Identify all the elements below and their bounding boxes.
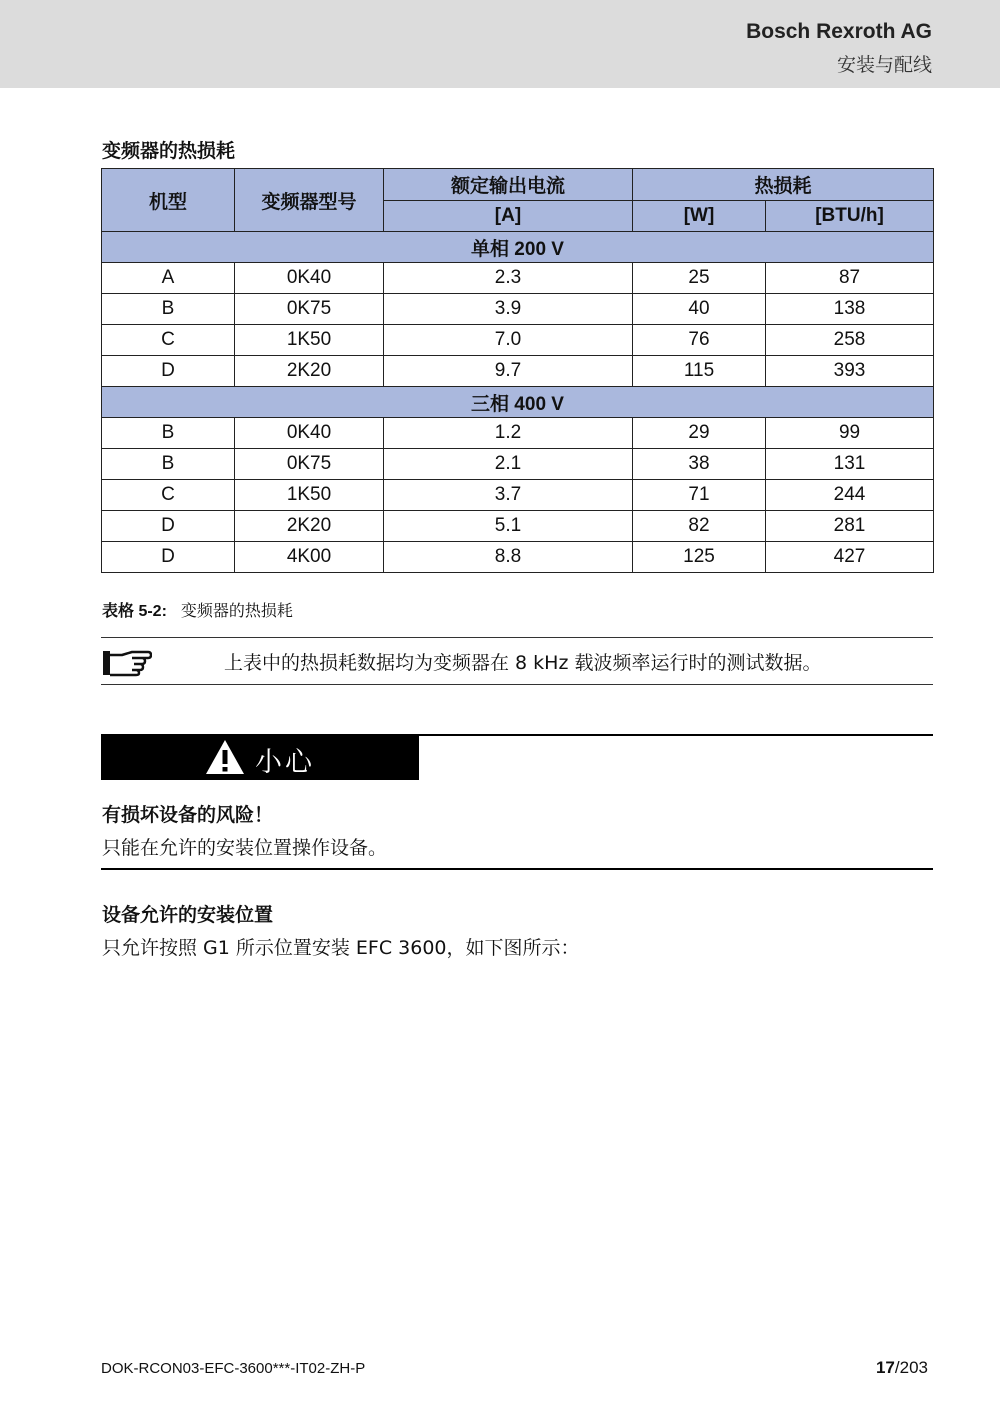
cell-model: 2K20 <box>235 356 384 387</box>
caption-text: 变频器的热损耗 <box>180 601 293 620</box>
cell-watts: 71 <box>633 480 766 511</box>
cell-current: 1.2 <box>384 418 633 449</box>
cell-current: 3.9 <box>384 294 633 325</box>
header-watt-unit: [W] <box>633 200 766 232</box>
cell-current: 2.3 <box>384 263 633 294</box>
caption-number: 表格 5-2: <box>102 603 167 620</box>
page-total: 203 <box>899 1358 928 1377</box>
cell-current: 9.7 <box>384 356 633 387</box>
table-row <box>102 480 934 511</box>
cell-watts: 40 <box>633 294 766 325</box>
cell-model: 0K75 <box>235 294 384 325</box>
cell-current: 5.1 <box>384 511 633 542</box>
cell-watts: 76 <box>633 325 766 356</box>
caution-bottom-rule <box>101 868 933 870</box>
cell-frame: B <box>102 294 235 325</box>
cell-model: 2K20 <box>235 511 384 542</box>
risk-title: 有损坏设备的风险！ <box>102 804 274 826</box>
company-name: Bosch Rexroth AG <box>746 20 932 43</box>
pointing-hand-icon <box>102 649 152 677</box>
cell-frame: B <box>102 418 235 449</box>
cell-watts: 38 <box>633 449 766 480</box>
table-row <box>102 449 934 480</box>
cell-btu: 131 <box>766 449 934 480</box>
header-frame: 机型 <box>102 169 235 232</box>
cell-current: 8.8 <box>384 542 633 573</box>
page-header <box>0 0 1000 88</box>
mounting-text: 只允许按照 G1 所示位置安装 EFC 3600，如下图所示： <box>102 937 580 959</box>
cell-btu: 393 <box>766 356 934 387</box>
cell-frame: A <box>102 263 235 294</box>
cell-model: 0K75 <box>235 449 384 480</box>
cell-btu: 87 <box>766 263 934 294</box>
table-row <box>102 325 934 356</box>
cell-frame: B <box>102 449 235 480</box>
note-bottom-rule <box>101 684 933 685</box>
cell-current: 2.1 <box>384 449 633 480</box>
cell-btu: 138 <box>766 294 934 325</box>
cell-watts: 29 <box>633 418 766 449</box>
table-row <box>102 356 934 387</box>
cell-watts: 25 <box>633 263 766 294</box>
table-row <box>102 418 934 449</box>
table-row <box>102 294 934 325</box>
cell-frame: D <box>102 511 235 542</box>
heat-loss-table <box>101 168 934 573</box>
cell-frame: D <box>102 356 235 387</box>
document-id: DOK-RCON03-EFC-3600***-IT02-ZH-P <box>101 1360 366 1377</box>
heat-loss-title: 变频器的热损耗 <box>102 140 236 162</box>
cell-watts: 82 <box>633 511 766 542</box>
cell-frame: C <box>102 325 235 356</box>
cell-model: 0K40 <box>235 418 384 449</box>
cell-current: 3.7 <box>384 480 633 511</box>
caution-label: 小心 <box>255 747 315 778</box>
header-btu-unit: [BTU/h] <box>766 200 934 232</box>
risk-text: 只能在允许的安装位置操作设备。 <box>102 837 388 859</box>
cell-btu: 244 <box>766 480 934 511</box>
group-label: 单相 200 V <box>102 232 934 263</box>
cell-watts: 115 <box>633 356 766 387</box>
cell-model: 4K00 <box>235 542 384 573</box>
page-number <box>876 1358 928 1378</box>
table-row <box>102 263 934 294</box>
cell-model: 1K50 <box>235 480 384 511</box>
caution-top-rule <box>419 734 933 736</box>
table-row <box>102 542 934 573</box>
header-heat-loss: 热损耗 <box>633 169 934 201</box>
header-rated-current: 额定输出电流 <box>384 169 633 201</box>
page-current: 17 <box>875 1358 895 1377</box>
table-row <box>102 511 934 542</box>
cell-model: 0K40 <box>235 263 384 294</box>
group-label: 三相 400 V <box>102 387 934 418</box>
cell-model: 1K50 <box>235 325 384 356</box>
cell-btu: 99 <box>766 418 934 449</box>
header-current-unit: [A] <box>384 200 633 232</box>
cell-current: 7.0 <box>384 325 633 356</box>
cell-frame: C <box>102 480 235 511</box>
cell-btu: 258 <box>766 325 934 356</box>
cell-btu: 427 <box>766 542 934 573</box>
header-model: 变频器型号 <box>235 169 384 232</box>
note-top-rule <box>101 637 933 638</box>
note-text: 上表中的热损耗数据均为变频器在 8 kHz 载波频率运行时的测试数据。 <box>224 652 822 674</box>
caution-banner <box>101 734 419 780</box>
cell-btu: 281 <box>766 511 934 542</box>
chapter-title: 安装与配线 <box>836 54 932 76</box>
mounting-title: 设备允许的安装位置 <box>102 904 274 926</box>
page-separator: / <box>894 1358 900 1377</box>
cell-frame: D <box>102 542 235 573</box>
table-caption <box>102 598 293 621</box>
cell-watts: 125 <box>633 542 766 573</box>
warning-triangle-icon <box>205 739 245 775</box>
